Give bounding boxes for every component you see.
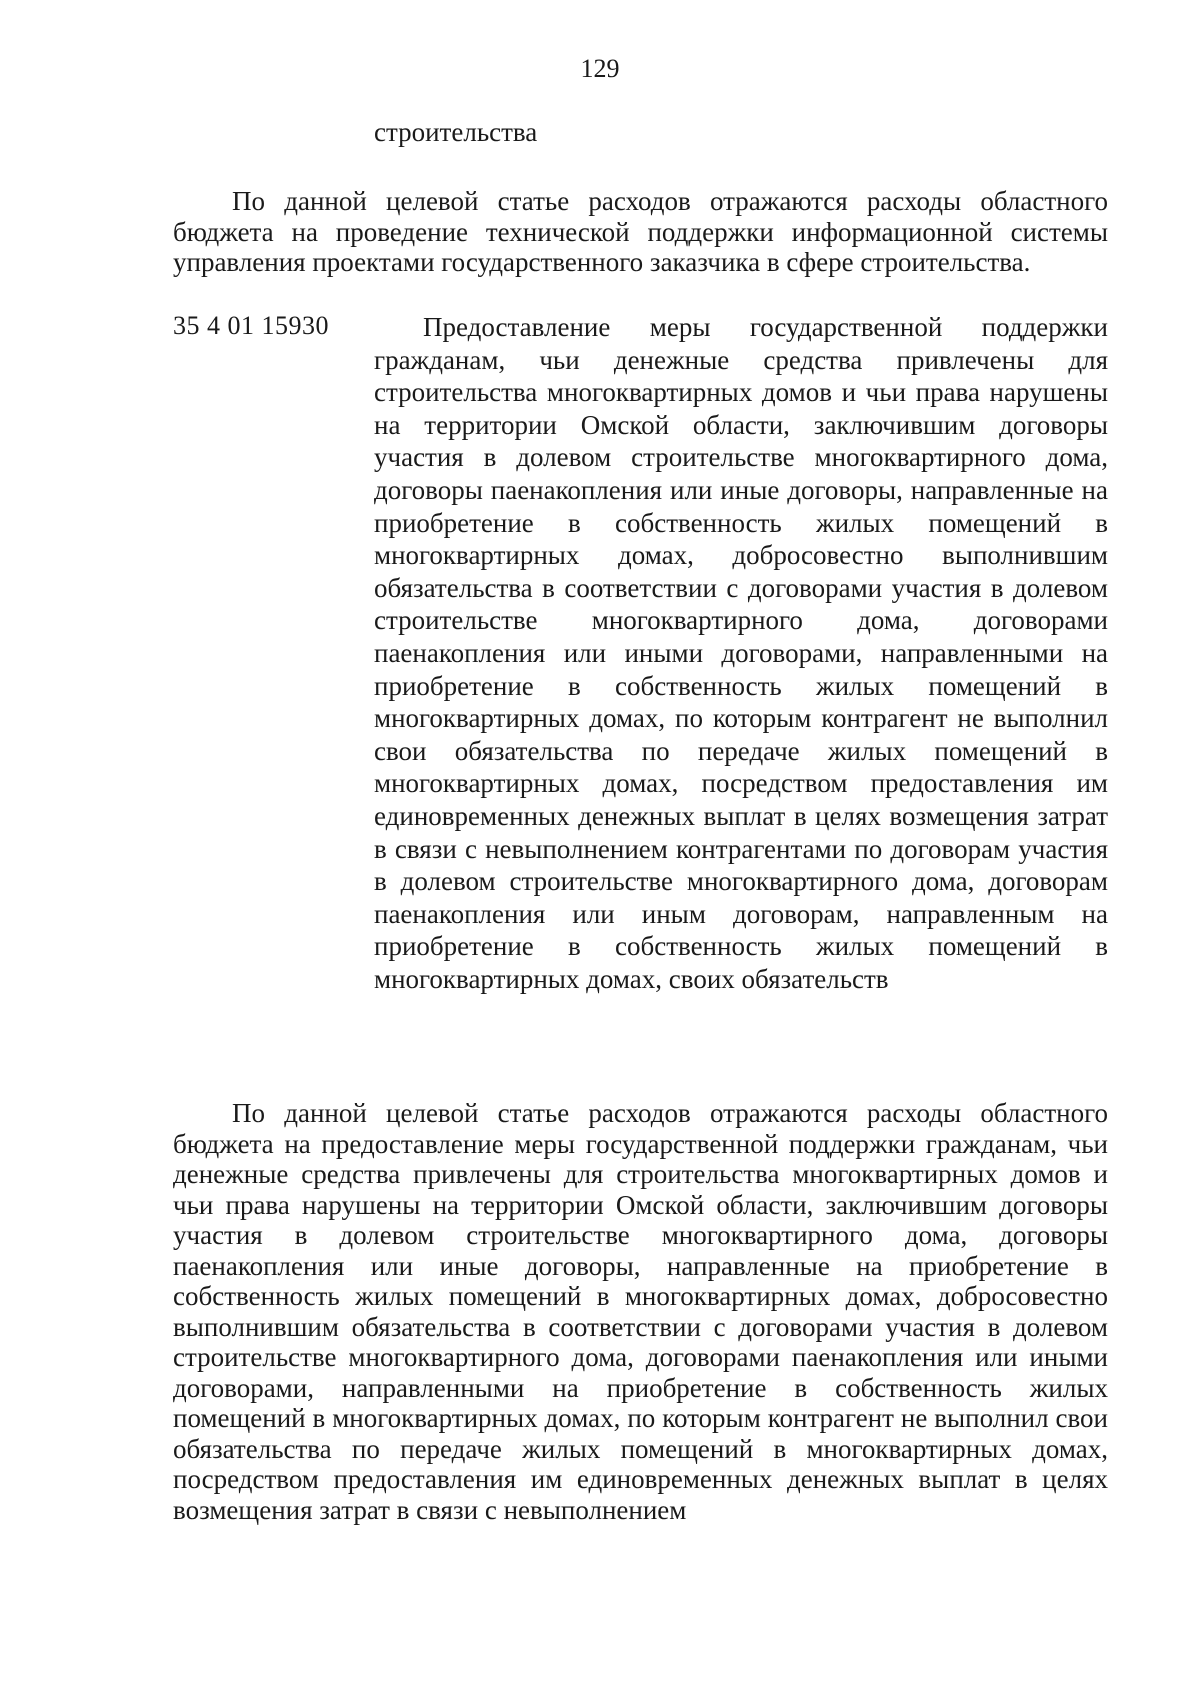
paragraph-description-1: По данной целевой статье расходов отражаются расходы областного бюджета на проведение технической поддержки информационной системы управления проектами государственного заказчика в сфере строительства. <box>173 186 1108 277</box>
budget-code: 35 4 01 15930 <box>173 311 329 340</box>
heading-continuation: строительства <box>374 117 538 147</box>
article-title: Предоставление меры государственной поддержки гражданам, чьи денежные средства привлечены для строительства многоквартирных домов и чьи права нарушены на территории Омской области, заключившим договоры участия в долевом строительстве многоквартирного дома, договоры паенакопления или иные договоры, направленные на приобретение в собственность жилых помещений в многоквартирных домах, добросовестно выполнившим обязательства в соответствии с договорами участия в долевом строительстве многоквартирного дома, договорами паенакопления или иными договорами, направленными на приобретение в собственность жилых помещений в многоквартирных домах, по которым контрагент не выполнил свои обязательства по передаче жилых помещений в многоквартирных домах, посредством предоставления им единовременных денежных выплат в целях возмещения затрат в связи с невыполнением контрагентами по договорам участия в долевом строительстве многоквартирного дома, договорам паенакопления или иным договорам, направленным на приобретение в собственность жилых помещений в многоквартирных домах, своих обязательств <box>374 312 1108 994</box>
page-number: 129 <box>580 54 620 83</box>
paragraph-description-2: По данной целевой статье расходов отражаются расходы областного бюджета на предоставление меры государственной поддержки гражданам, чьи денежные средства привлечены для строительства многоквартирных домов и чьи права нарушены на территории Омской области, заключившим договоры участия в долевом строительстве многоквартирного дома, договоры паенакопления или иные договоры, направленные на приобретение в собственность жилых помещений в многоквартирных домах, добросовестно выполнившим обязательства в соответствии с договорами участия в долевом строительстве многоквартирного дома, договорами паенакопления или иными договорами, направленными на приобретение в собственность жилых помещений в многоквартирных домах, по которым контрагент не выполнил свои обязательства по передаче жилых помещений в многоквартирных домах, посредством предоставления им единовременных денежных выплат в целях возмещения затрат в связи с невыполнением <box>173 1098 1108 1525</box>
